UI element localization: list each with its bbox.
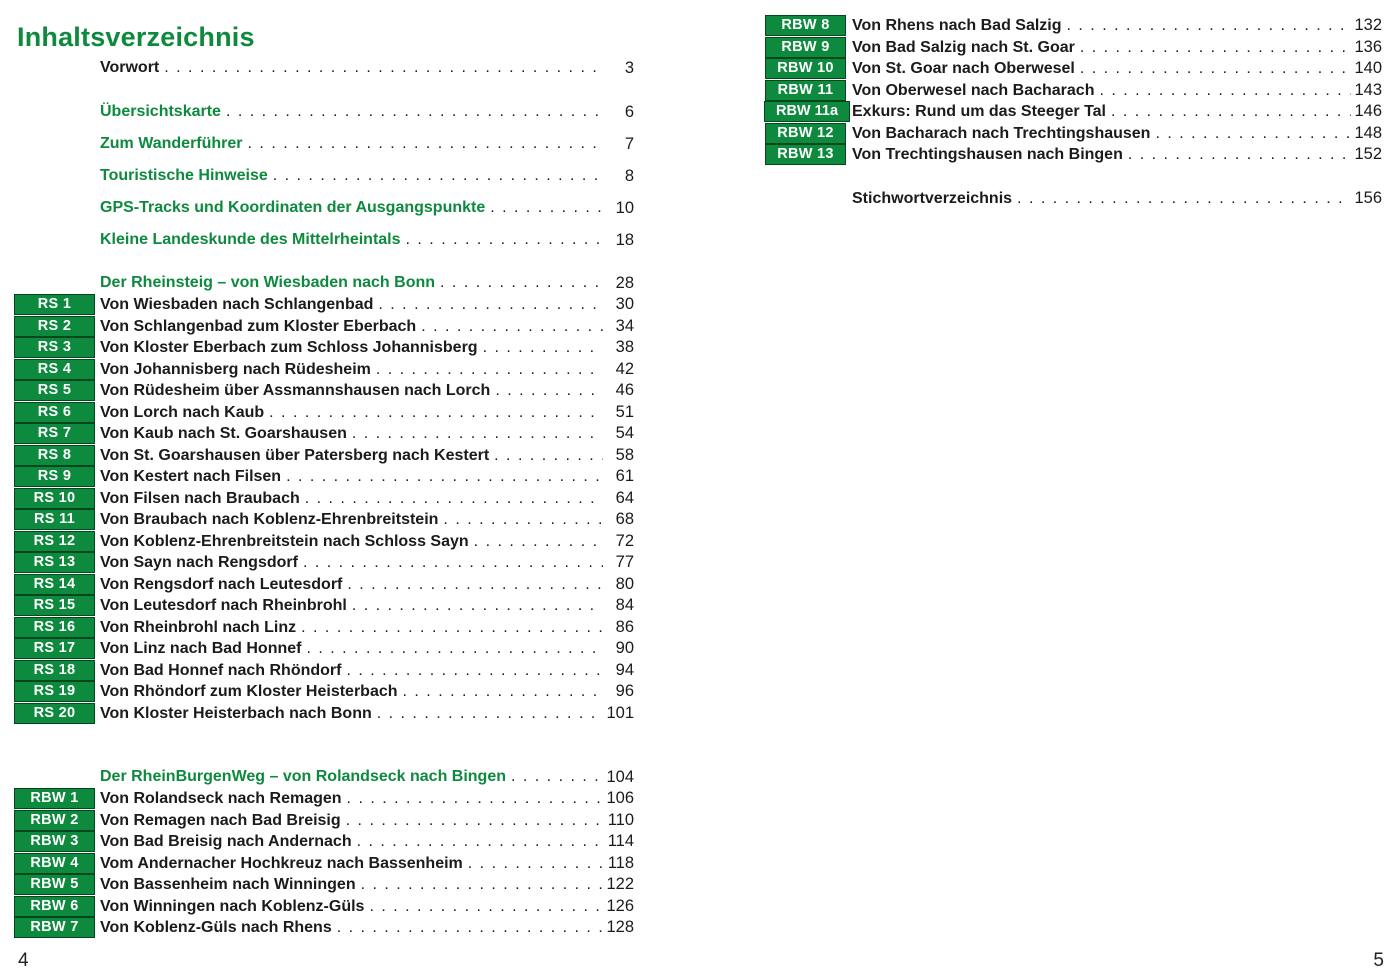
dot-leader [226, 96, 603, 128]
entry-page-number: 58 [615, 445, 634, 464]
stage-badge: RS 14 [14, 574, 95, 595]
stage-badge-cell [12, 917, 100, 938]
entry-page-number: 136 [1354, 37, 1382, 56]
toc-entry-row [12, 531, 634, 553]
stage-badge: RS 6 [14, 402, 95, 423]
stage-badge-cell [764, 101, 852, 122]
dot-leader [1017, 188, 1351, 210]
entry-label: Von Kloster Heisterbach nach Bonn [100, 704, 372, 722]
entry-page-number: 46 [615, 381, 634, 399]
toc-entry-row [12, 595, 634, 617]
entry-label: Von Oberwesel nach Bacharach [852, 81, 1095, 99]
toc-entry-row [12, 337, 634, 359]
toc-column-right [764, 15, 1382, 209]
entry-label: Von Rengsdorf nach Leutesdorf [100, 575, 343, 593]
stage-badge-cell [12, 531, 100, 552]
entry-label: Von Filsen nach Braubach [100, 489, 300, 507]
entry-label: Zum Wanderführer [100, 135, 243, 152]
dot-leader [494, 445, 603, 467]
entry-label: Von Bad Honnef nach Rhöndorf [100, 661, 342, 679]
dot-leader [369, 896, 603, 918]
stage-badge-cell [12, 552, 100, 573]
entry-page-number: 90 [615, 639, 634, 657]
entry-page-number: 152 [1354, 145, 1382, 163]
dot-leader [337, 917, 603, 939]
dot-leader [490, 192, 603, 224]
toc-entry-row [764, 144, 1382, 166]
entry-page-number: 72 [615, 531, 634, 550]
entry-page-number: 94 [615, 660, 634, 679]
stage-badge-cell [12, 595, 100, 616]
toc-entry-row [12, 552, 634, 574]
stage-badge-cell [12, 896, 100, 917]
dot-leader [1111, 101, 1351, 123]
stage-badge-cell [12, 509, 100, 530]
dot-leader [357, 831, 603, 853]
stage-badge-cell [764, 58, 852, 79]
entry-page-number: 38 [615, 338, 634, 356]
stage-badge: RBW 4 [14, 853, 95, 874]
toc-entry-row [12, 423, 634, 445]
stage-badge: RS 4 [14, 359, 95, 380]
stage-badge: RBW 2 [14, 810, 95, 831]
stage-badge-cell [764, 80, 852, 101]
stage-badge: RS 15 [14, 595, 95, 616]
toc-entry-row [12, 488, 634, 510]
entry-label: Von Kestert nach Filsen [100, 468, 282, 485]
entry-label: Touristische Hinweise [100, 167, 268, 184]
toc-entry-row [764, 15, 1382, 37]
stage-badge: RS 12 [14, 531, 95, 552]
toc-entry-row [12, 703, 634, 725]
toc-entry-row [12, 466, 634, 488]
entry-label: Von Bad Breisig nach Andernach [100, 833, 352, 850]
entry-page-number: 54 [615, 424, 634, 442]
entry-page-number: 7 [624, 135, 634, 153]
stage-badge-cell [12, 617, 100, 638]
entry-label: Von Winningen nach Koblenz-Güls [100, 897, 365, 915]
toc-entry-row [12, 445, 634, 467]
page-title: Inhaltsverzeichnis [17, 22, 255, 53]
stage-badge-cell [12, 788, 100, 809]
stage-badge-cell [12, 294, 100, 315]
toc-entry-row [12, 380, 634, 402]
dot-leader [352, 423, 603, 445]
toc-entry-row [12, 160, 634, 192]
dot-leader [346, 660, 603, 682]
entry-label: Von St. Goar nach Oberwesel [852, 60, 1075, 77]
dot-leader [403, 681, 603, 703]
stage-badge: RBW 13 [765, 144, 846, 165]
corner-page-number-right: 5 [1373, 950, 1384, 971]
dot-leader [1128, 144, 1351, 166]
stage-badge-cell [764, 123, 852, 144]
stage-badge: RS 3 [14, 337, 95, 358]
dot-leader [1080, 58, 1351, 80]
entry-page-number: 110 [607, 810, 634, 829]
dot-leader [303, 552, 603, 574]
stage-badge: RBW 11a [764, 101, 850, 122]
stage-badge-cell [12, 574, 100, 595]
stage-badge-cell [12, 402, 100, 423]
toc-entry-row [12, 810, 634, 832]
entry-page-number: 30 [615, 295, 634, 313]
dot-leader [347, 574, 603, 596]
stage-badge-cell [12, 316, 100, 337]
toc-entry-row [12, 96, 634, 128]
entry-page-number: 101 [606, 703, 634, 722]
dot-leader [248, 128, 603, 160]
stage-badge-cell [12, 423, 100, 444]
entry-label: Vorwort [100, 59, 160, 76]
entry-page-number: 96 [615, 682, 634, 700]
stage-badge: RS 17 [14, 638, 95, 659]
entry-page-number: 80 [615, 574, 634, 593]
entry-label: Kleine Landeskunde des Mittelrheintals [100, 231, 401, 248]
entry-label: Von Remagen nach Bad Breisig [100, 811, 341, 829]
entry-label: GPS-Tracks und Koordinaten der Ausgangspunkte [100, 199, 486, 216]
toc-entry-row [12, 788, 634, 810]
stage-badge: RBW 8 [765, 15, 846, 36]
dot-leader [273, 160, 603, 192]
stage-badge: RBW 3 [14, 831, 95, 852]
toc-entry-row [764, 37, 1382, 59]
stage-badge: RS 13 [14, 552, 95, 573]
entry-page-number: 10 [615, 199, 634, 217]
toc-entry-row [12, 192, 634, 224]
toc-entry-row [764, 80, 1382, 102]
entry-page-number: 106 [606, 789, 634, 807]
toc-entry-row [12, 874, 634, 896]
dot-leader [306, 638, 603, 660]
toc-entry-row [12, 831, 634, 853]
stage-badge-cell [12, 681, 100, 702]
entry-label: Der Rheinsteig – von Wiesbaden nach Bonn [100, 274, 436, 291]
dot-leader [406, 224, 603, 256]
toc-entry-row [12, 316, 634, 338]
dot-leader [1067, 15, 1351, 37]
entry-label: Von Rhens nach Bad Salzig [852, 17, 1062, 34]
toc-entry-row [12, 128, 634, 160]
entry-page-number: 34 [615, 316, 634, 335]
entry-label: Von Braubach nach Koblenz-Ehrenbreitstein [100, 511, 439, 528]
entry-label: Von Leutesdorf nach Rheinbrohl [100, 597, 347, 614]
stage-badge-cell [764, 144, 852, 165]
stage-badge: RS 1 [14, 294, 95, 315]
entry-page-number: 148 [1354, 123, 1382, 142]
stage-badge: RS 2 [14, 316, 95, 337]
toc-column-left [12, 52, 634, 939]
entry-page-number: 128 [606, 918, 634, 936]
entry-label: Von Wiesbaden nach Schlangenbad [100, 296, 374, 313]
toc-entry-row [12, 681, 634, 703]
entry-page-number: 114 [607, 832, 634, 850]
entry-page-number: 68 [615, 510, 634, 528]
dot-leader [443, 509, 603, 531]
entry-label: Von Koblenz-Ehrenbreitstein nach Schloss Sayn [100, 532, 469, 550]
stage-badge-cell [12, 660, 100, 681]
entry-label: Stichwortverzeichnis [852, 189, 1013, 207]
stage-badge: RBW 11 [765, 80, 846, 101]
entry-page-number: 143 [1354, 80, 1382, 99]
entry-page-number: 104 [606, 768, 634, 786]
dot-leader [468, 853, 603, 875]
dot-leader [347, 788, 603, 810]
stage-badge: RBW 7 [14, 917, 95, 938]
stage-badge-cell [12, 466, 100, 487]
entry-label: Von Lorch nach Kaub [100, 403, 265, 421]
entry-page-number: 61 [615, 467, 634, 485]
dot-leader [361, 874, 603, 896]
toc-entry-row [12, 224, 634, 256]
dot-leader [1155, 123, 1351, 145]
stage-badge: RBW 5 [14, 874, 95, 895]
toc-entry-row [12, 896, 634, 918]
dot-leader [440, 272, 603, 294]
dot-leader [1080, 37, 1351, 59]
entry-page-number: 8 [624, 167, 634, 185]
toc-entry-row [12, 359, 634, 381]
toc-entry-row [12, 574, 634, 596]
entry-page-number: 51 [615, 402, 634, 421]
toc-entry-row [12, 853, 634, 875]
toc-entry-row [12, 294, 634, 316]
stage-badge: RS 10 [14, 488, 95, 509]
stage-badge: RBW 1 [14, 788, 95, 809]
entry-label: Von Koblenz-Güls nach Rhens [100, 919, 332, 936]
dot-leader [164, 52, 603, 84]
entry-label: Von Rolandseck nach Remagen [100, 790, 342, 807]
entry-page-number: 122 [606, 875, 634, 893]
toc-entry-row [764, 123, 1382, 145]
entry-page-number: 6 [624, 103, 634, 121]
stage-badge: RS 20 [14, 703, 95, 724]
dot-leader [495, 380, 603, 402]
entry-page-number: 77 [615, 553, 634, 571]
toc-entry-row [12, 509, 634, 531]
dot-leader [346, 810, 603, 832]
stage-badge-cell [12, 874, 100, 895]
dot-leader [1099, 80, 1351, 102]
entry-label: Von Rheinbrohl nach Linz [100, 618, 297, 636]
toc-entry-row [764, 101, 1382, 123]
stage-badge-cell [12, 638, 100, 659]
stage-badge: RS 9 [14, 466, 95, 487]
entry-label: Übersichtskarte [100, 103, 221, 120]
dot-leader [474, 531, 603, 553]
stage-badge: RBW 6 [14, 896, 95, 917]
stage-badge: RBW 10 [765, 58, 846, 79]
dot-leader [377, 703, 603, 725]
entry-page-number: 64 [615, 488, 634, 507]
stage-badge-cell [12, 488, 100, 509]
entry-page-number: 140 [1354, 59, 1382, 77]
entry-label: Von Rhöndorf zum Kloster Heisterbach [100, 683, 398, 700]
entry-page-number: 3 [624, 59, 634, 77]
toc-entry-row [12, 52, 634, 84]
stage-badge-cell [12, 445, 100, 466]
entry-page-number: 84 [615, 596, 634, 614]
entry-page-number: 118 [607, 853, 634, 872]
stage-badge-cell [12, 703, 100, 724]
stage-badge-cell [764, 15, 852, 36]
dot-leader [483, 337, 603, 359]
stage-badge-cell [12, 337, 100, 358]
entry-label: Von St. Goarshausen über Patersberg nach Kestert [100, 446, 490, 464]
entry-page-number: 132 [1354, 16, 1382, 34]
entry-label: Von Sayn nach Rengsdorf [100, 554, 298, 571]
dot-leader [376, 359, 603, 381]
entry-label: Der RheinBurgenWeg – von Rolandseck nach Bingen [100, 768, 506, 785]
entry-label: Von Bassenheim nach Winningen [100, 876, 356, 893]
entry-page-number: 146 [1354, 102, 1382, 120]
entry-label: Exkurs: Rund um das Steeger Tal [852, 103, 1106, 120]
dot-leader [421, 316, 603, 338]
toc-entry-row [764, 188, 1382, 210]
toc-entry-row [12, 660, 634, 682]
stage-badge-cell [12, 359, 100, 380]
entry-label: Von Rüdesheim über Assmannshausen nach Lorch [100, 382, 491, 399]
toc-entry-row [12, 402, 634, 424]
entry-label: Von Linz nach Bad Honnef [100, 640, 302, 657]
toc-entry-row [12, 617, 634, 639]
stage-badge: RS 18 [14, 660, 95, 681]
dot-leader [511, 766, 603, 788]
toc-section-heading-row [12, 272, 634, 294]
dot-leader [301, 617, 603, 639]
entry-label: Von Bad Salzig nach St. Goar [852, 38, 1075, 56]
entry-page-number: 28 [615, 274, 634, 292]
toc-entry-row [12, 638, 634, 660]
dot-leader [352, 595, 603, 617]
entry-label: Von Johannisberg nach Rüdesheim [100, 360, 371, 378]
stage-badge: RBW 9 [765, 37, 846, 58]
stage-badge-cell [12, 853, 100, 874]
stage-badge: RS 5 [14, 380, 95, 401]
entry-page-number: 18 [615, 231, 634, 249]
dot-leader [269, 402, 603, 424]
dot-leader [286, 466, 603, 488]
dot-leader [378, 294, 603, 316]
entry-label: Von Trechtingshausen nach Bingen [852, 146, 1123, 163]
entry-label: Von Kloster Eberbach zum Schloss Johannisberg [100, 339, 478, 356]
stage-badge: RS 7 [14, 423, 95, 444]
stage-badge: RS 16 [14, 617, 95, 638]
stage-badge: RS 11 [14, 509, 95, 530]
stage-badge-cell [12, 380, 100, 401]
entry-label: Vom Andernacher Hochkreuz nach Bassenheim [100, 854, 463, 872]
stage-badge: RBW 12 [765, 123, 846, 144]
toc-entry-row [12, 917, 634, 939]
entry-page-number: 126 [606, 896, 634, 915]
entry-page-number: 86 [615, 617, 634, 636]
stage-badge-cell [12, 831, 100, 852]
entry-label: Von Schlangenbad zum Kloster Eberbach [100, 317, 417, 335]
stage-badge-cell [12, 810, 100, 831]
stage-badge-cell [764, 37, 852, 58]
entry-label: Von Kaub nach St. Goarshausen [100, 425, 347, 442]
stage-badge: RS 8 [14, 445, 95, 466]
toc-entry-row [764, 58, 1382, 80]
toc-section-heading-row [12, 766, 634, 788]
corner-page-number-left: 4 [18, 950, 29, 971]
stage-badge: RS 19 [14, 681, 95, 702]
entry-page-number: 156 [1354, 188, 1382, 207]
entry-page-number: 42 [615, 359, 634, 378]
entry-label: Von Bacharach nach Trechtingshausen [852, 124, 1151, 142]
dot-leader [305, 488, 603, 510]
